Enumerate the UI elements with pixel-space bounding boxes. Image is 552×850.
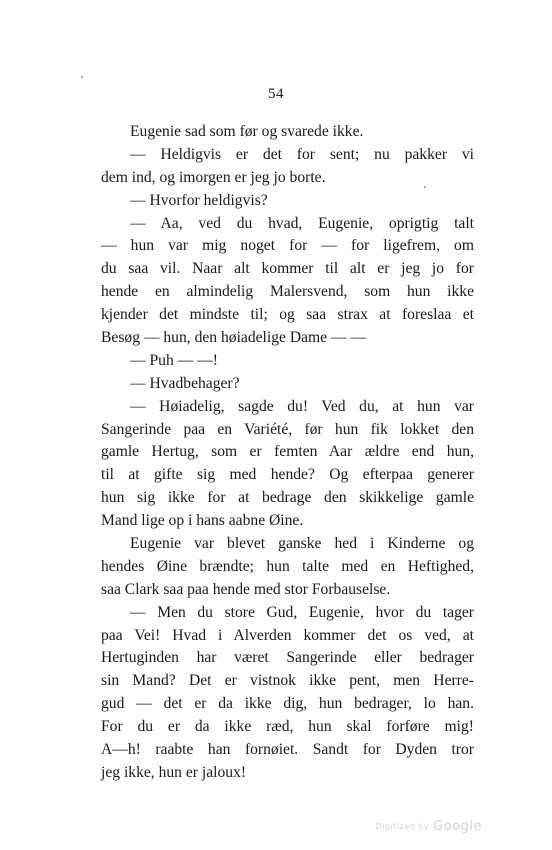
scan-speck (424, 186, 426, 188)
text-line: gamle Hertug, som er femten Aar ældre end hun, (101, 443, 474, 461)
text-line: Eugenie sad som før og svarede ikke. (130, 123, 364, 140)
page-number: 54 (268, 86, 284, 102)
body-text (101, 121, 474, 785)
text-line: hun sig ikke for at bedrage den skikkelige gamle (101, 489, 474, 507)
text-line: kjender det mindste til; og saa strax at foreslaa et (101, 306, 474, 324)
text-line: dem ind, og imorgen er jeg jo borte. (101, 168, 326, 186)
text-line: til at gifte sig med hende? Og efterpaa generer (101, 466, 474, 484)
text-line: hendes Øine brændte; hun talte med en Heftighed, (101, 557, 474, 575)
text-line: jeg ikke, hun er jaloux! (101, 763, 247, 781)
text-line: gud — det er da ikke dig, hun bedrager, lo han. (101, 695, 474, 713)
text-line: hende en almindelig Malersvend, som hun ikke (101, 283, 474, 301)
text-line: — Puh — —! (130, 351, 218, 369)
text-line: — Heldigvis er det for sent; nu pakker vi (130, 145, 474, 163)
text-line: A—h! raabte han fornøiet. Sandt for Dyden tror (101, 741, 474, 759)
watermark-brand: Google (433, 819, 482, 834)
text-line: sin Mand? Det er vistnok ikke pent, men Herre- (101, 672, 474, 690)
text-line: — hun var mig noget for — for ligefrem, om (101, 237, 474, 255)
scan-speck (81, 76, 83, 78)
text-line: For du er da ikke ræd, hun skal forføre mig! (101, 718, 474, 736)
text-line: Eugenie var blevet ganske hed i Kinderne og (130, 535, 474, 553)
text-line: Sangerinde paa en Variété, før hun fik lokket den (101, 420, 474, 438)
text-line: — Men du store Gud, Eugenie, hvor du tager (130, 603, 474, 621)
text-line: — Høiadelig, sagde du! Ved du, at hun var (130, 397, 474, 415)
text-line: saa Clark saa paa hende med stor Forbauselse. (101, 580, 391, 598)
text-line: Mand lige op i hans aabne Øine. (101, 512, 304, 530)
text-line: — Hvadbehager? (130, 374, 240, 392)
text-line: — Hvorfor heldigvis? (130, 191, 268, 209)
text-line: Hertuginden har været Sangerinde eller bedrager (101, 649, 474, 667)
watermark-prefix: Digitized by (375, 822, 430, 831)
text-line: — Aa, ved du hvad, Eugenie, oprigtig talt (130, 214, 474, 232)
text-line: du saa vil. Naar alt kommer til alt er jeg jo for (101, 260, 474, 278)
text-line: paa Vei! Hvad i Alverden kommer det os ved, at (101, 626, 474, 644)
digitization-watermark (376, 819, 482, 834)
text-line: Besøg — hun, den høiadelige Dame — — (101, 329, 367, 347)
